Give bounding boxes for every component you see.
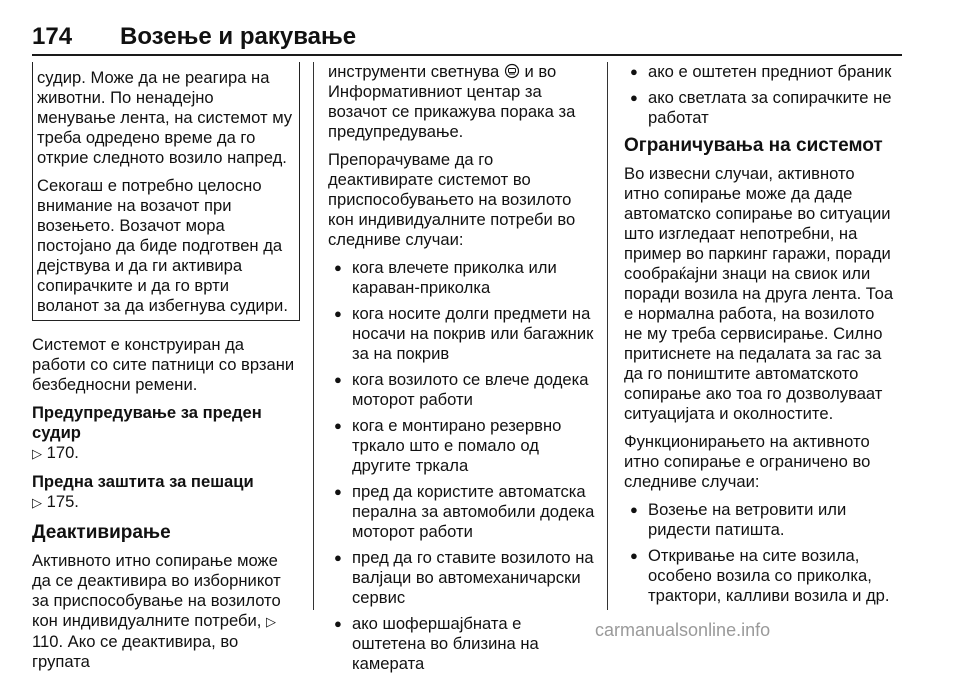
bullet-dot-icon: ● (334, 306, 342, 321)
bullet-dot-icon: ● (334, 616, 342, 631)
list-item: ● ако е оштетен предниот браник (630, 62, 892, 81)
body-paragraph: Во извесни случаи, активното итно сопирање може да даде автоматско сопирање во ситуации што изгледаат непотребни, на пример во паркинг гаражи, поради сообраќајни знаци на свиок или поради возила на друга лента. Тоа е нормална работа, на возилото не му треба сервисирање. Силно притиснете на педалата за гас за да го поништите автоматското сопирање ако тоа го дозволуваат ситуацијата и околностите. (624, 164, 894, 423)
list-item: ● Возење на ветровити или ридести патишта. (630, 500, 847, 539)
section-heading: Ограничувања на системот (624, 135, 883, 156)
list-item: ● пред да користите автоматска перална за автомобили додека моторот работи (334, 482, 595, 541)
bullet-dot-icon: ● (630, 548, 638, 563)
bullet-list (624, 500, 894, 606)
bullet-dot-icon: ● (334, 550, 342, 565)
body-paragraph: Функционирањето на активното итно сопирање е ограничено во следниве случаи: (624, 432, 871, 491)
page-reference: 170. (46, 443, 79, 462)
list-item: ● ако светлата за сопирачките не работат (630, 88, 892, 127)
bullet-dot-icon: ● (630, 64, 638, 79)
body-paragraph: Активното итно сопирање може да се деактивира во изборникот за приспособување на возилото кон индивидуалните потреби, ▷ 110. Ако се деактивира, во групата (32, 551, 281, 671)
triangle-arrow-icon: ▷ (32, 495, 42, 510)
page-header (32, 20, 902, 56)
warning-text: Секогаш е потребно целосно внимание на возачот при возењето. Возачот мора постојано да биде подготвен да дејствува и да ги активира сопирачките и да го врти воланот за да избегнува судири. (37, 176, 288, 315)
bullet-list (624, 62, 894, 128)
bullet-dot-icon: ● (334, 372, 342, 387)
column-divider (607, 62, 608, 610)
body-paragraph: Системот е конструиран да работи со сите патници со врзани безбедносни ремени. (32, 335, 295, 394)
list-item: ● кога возилото се влече додека моторот работи (334, 370, 589, 409)
triangle-arrow-icon: ▷ (266, 614, 277, 629)
cross-reference (32, 443, 300, 464)
section-heading: Деактивирање (32, 522, 171, 543)
cross-reference-title: Предна заштита за пешаци (32, 472, 254, 491)
body-paragraph: инструменти светнува и во Информативниот центар за возачот се прикажува порака за предупредување. (328, 62, 576, 141)
list-item: ● Откривање на сите возила, особено возила со приколка, трактори, калливи возила и др. (630, 546, 890, 605)
watermark: carmanualsonline.info (595, 620, 771, 640)
list-item: ● кога носите долги предмети на носачи на покрив или багажник за на покрив (334, 304, 594, 363)
cross-reference-title: Предупредување за преден судир (32, 403, 262, 442)
column-right (624, 62, 894, 612)
column-left (32, 62, 300, 680)
bullet-dot-icon: ● (334, 260, 342, 275)
list-item: ● пред да го ставите возилото на валјаци во автомеханичарски сервис (334, 548, 594, 607)
warning-box (32, 62, 300, 321)
page-number: 174 (32, 23, 73, 50)
page-reference: 175. (46, 492, 79, 511)
body-paragraph: Препорачуваме да го деактивирате системот во приспособувањето на возилото кон индивидуалните потреби во следниве случаи: (328, 150, 576, 249)
bullet-list (328, 258, 598, 674)
collision-warning-lamp-icon (504, 63, 520, 79)
column-middle (328, 62, 598, 680)
page-title: Возење и ракување (120, 23, 357, 50)
column-divider (313, 62, 314, 610)
bullet-dot-icon: ● (334, 484, 342, 499)
bullet-dot-icon: ● (630, 502, 638, 517)
list-item: ● ако шофершајбната е оштетена во близина на камерата (334, 614, 539, 673)
bullet-dot-icon: ● (630, 90, 638, 105)
warning-text: судир. Може да не реагира на животни. По ненадејно менување лента, на системот му треба одредено време да го открие следното возило напред. (37, 68, 293, 167)
triangle-arrow-icon: ▷ (32, 446, 42, 461)
list-item: ● кога е монтирано резервно тркало што е помало од другите тркала (334, 416, 562, 475)
bullet-dot-icon: ● (334, 418, 342, 433)
cross-reference (32, 492, 300, 513)
list-item: ● кога влечете приколка или караван-приколка (334, 258, 557, 297)
